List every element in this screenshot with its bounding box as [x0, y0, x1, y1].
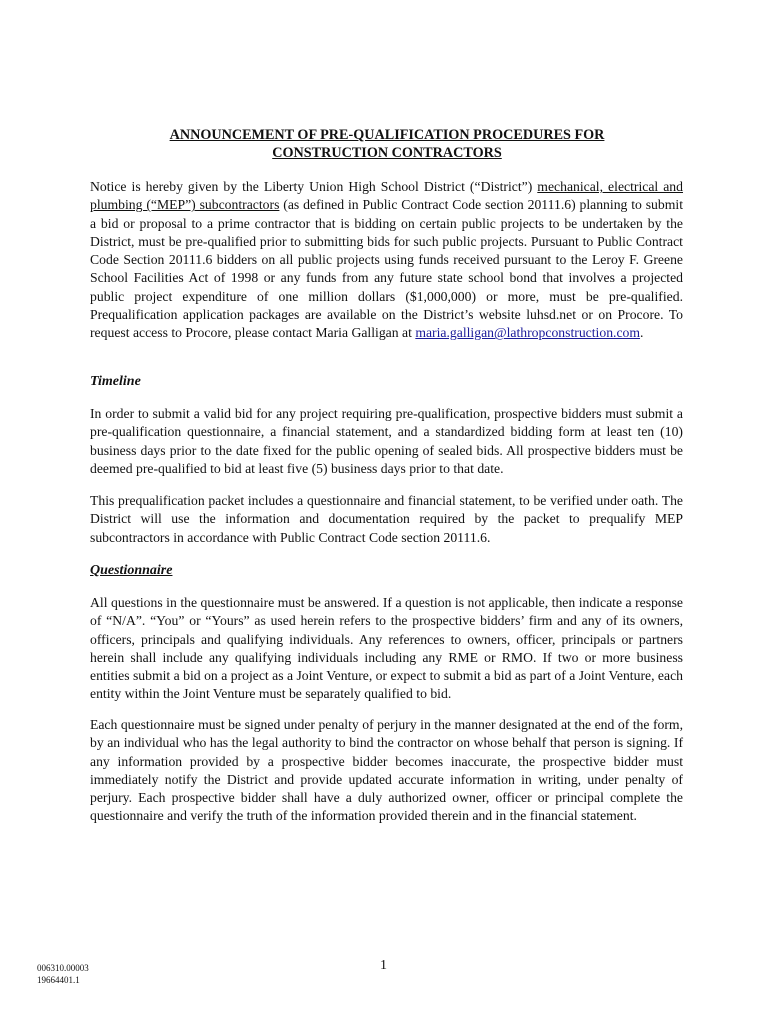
questionnaire-heading: Questionnaire: [90, 563, 173, 578]
intro-text-1: Notice is hereby given by the Liberty Union High School District (“District”): [90, 179, 538, 194]
intro-end: .: [640, 325, 644, 341]
page-number: 1: [380, 958, 387, 973]
questionnaire-paragraph-2: Each questionnaire must be signed under penalty of perjury in the manner designated at the end of the form, by an individual who has the legal authority to bind the contractor on whose behalf that person is signing. If any information provided by a prospective bidder becomes inaccurate, the prospective bidder must immediately notify the District and provide updated accurate information in writing, under penalty of perjury. Each prospective bidder shall have a duly authorized owner, officer or principal complete the questionnaire and verify the truth of the information provided therein and in the financial statement.: [90, 717, 683, 824]
title-line-2: CONSTRUCTION CONTRACTORS: [272, 145, 502, 161]
intro-text-2: (as defined in Public Contract Code section 20111.6) planning to submit a bid or proposal to a prime contractor that is bidding on certain public projects to be undertaken by the District, must be pre-qualified prior to submitting bids for such public projects. Pursuant to Public Contract Code Section 20111.6 bidders on all public projects using funds received pursuant to the Leroy F. Greene School Facilities Act of 1998 or any funds from any future state school bond that involves a projected public project expenditure of one million dollars ($1,000,000) or more, must be pre-qualified. Prequalification application packages are available on the District’s website luhsd.net or on Procore. To request access to Procore, please contact Maria Galligan at: [90, 197, 684, 341]
email-link[interactable]: maria.galligan@lathropconstruction.com: [415, 325, 641, 341]
document-id-line-1: 006310.00003: [37, 963, 89, 973]
timeline-heading: Timeline: [90, 374, 141, 389]
document-id: [37, 962, 89, 986]
mep-subcontractors-underlined: mechanical, electrical and plumbing (“MEP”) subcontractors: [90, 179, 683, 213]
page-title: [90, 126, 684, 162]
document-id-line-2: 19664401.1: [37, 975, 80, 985]
timeline-paragraph-2: This prequalification packet includes a questionnaire and financial statement, to be verified under oath. The District will use the information and documentation required by the packet to prequalify MEP subcontractors in accordance with Public Contract Code section 20111.6.: [90, 493, 683, 545]
title-line-1: ANNOUNCEMENT OF PRE-QUALIFICATION PROCEDURES FOR: [169, 127, 605, 143]
timeline-paragraph-1: In order to submit a valid bid for any project requiring pre-qualification, prospective bidders must submit a pre-qualification questionnaire, a financial statement, and a standardized bidding form at least ten (10) business days prior to the date fixed for the public opening of sealed bids. All prospective bidders must be deemed pre-qualified to bid at least five (5) business days prior to that date.: [90, 406, 683, 476]
questionnaire-paragraph-1: All questions in the questionnaire must be answered. If a question is not applicable, then indicate a response of “N/A”. “You” or “Yours” as used herein refers to the prospective bidders’ firm and any of its owners, officers, principals and qualifying individuals. Any references to owners, officer, principals or partners herein shall include any qualifying individuals including any RME or RMO. If two or more business entities submit a bid on a project as a Joint Venture, or expect to submit a bid as part of a Joint Venture, each entity within the Joint Venture must be separately qualified to bid.: [90, 595, 683, 702]
intro-paragraph: [90, 178, 683, 343]
